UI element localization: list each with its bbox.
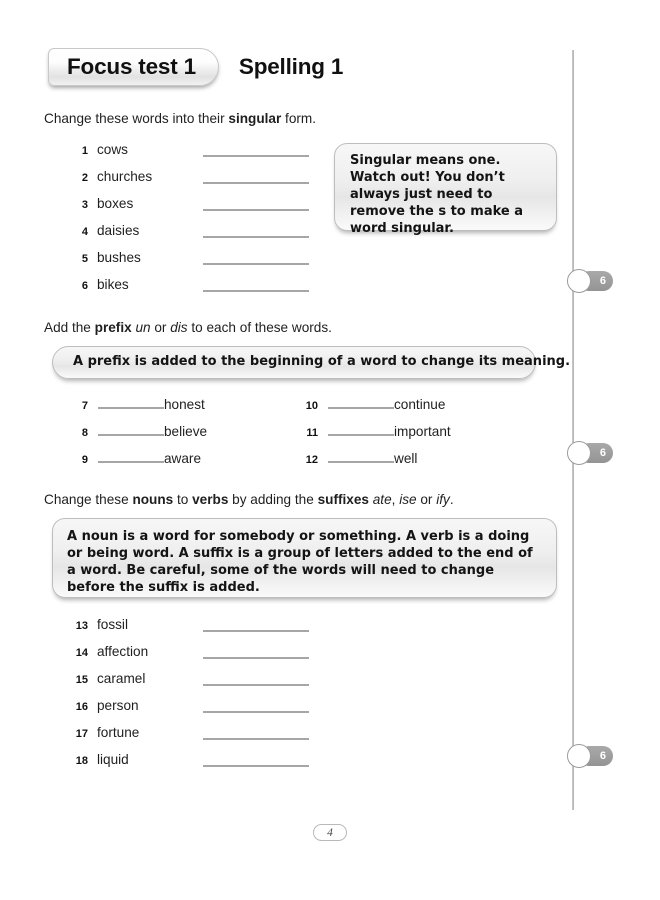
score-circle[interactable] <box>567 744 591 768</box>
question-number: 3 <box>81 199 88 211</box>
answer-blank[interactable] <box>328 434 394 436</box>
score-marker <box>567 269 613 293</box>
question-row <box>66 250 141 265</box>
answer-blank[interactable] <box>98 461 164 463</box>
answer-blank[interactable] <box>203 657 309 659</box>
question-word: daisies <box>97 223 140 238</box>
instruction-text: Add the <box>44 320 95 335</box>
answer-blank[interactable] <box>203 290 309 292</box>
instruction-singular <box>44 111 316 126</box>
instruction-emphasis: nouns <box>132 492 174 507</box>
score-circle[interactable] <box>567 441 591 465</box>
focus-test-label: Focus test 1 <box>67 54 196 79</box>
answer-blank[interactable] <box>203 155 309 157</box>
instruction-text: form. <box>281 111 317 126</box>
question-row <box>66 752 129 767</box>
answer-blank[interactable] <box>203 738 309 740</box>
instruction-text: by adding the <box>228 492 318 507</box>
question-row <box>66 617 128 632</box>
question-row <box>296 424 451 439</box>
question-word: aware <box>164 451 202 466</box>
question-number: 14 <box>75 647 88 659</box>
instruction-italic: ate <box>372 492 392 507</box>
answer-blank[interactable] <box>98 434 164 436</box>
question-word: honest <box>164 397 205 412</box>
instruction-text: to <box>173 492 193 507</box>
page-header <box>48 48 343 86</box>
question-row <box>66 671 145 686</box>
question-word: caramel <box>97 671 146 686</box>
instruction-emphasis: suffixes <box>317 492 369 507</box>
question-number: 17 <box>75 728 88 740</box>
instruction-text: . <box>449 492 454 507</box>
question-number: 1 <box>81 145 88 157</box>
instruction-emphasis: prefix <box>94 320 132 335</box>
question-word: believe <box>164 424 208 439</box>
instruction-text: or <box>150 320 171 335</box>
question-number: 9 <box>81 454 88 466</box>
question-word: bikes <box>97 277 129 292</box>
question-row <box>66 142 128 157</box>
question-row <box>66 725 139 740</box>
question-word: person <box>97 698 139 713</box>
question-number: 6 <box>81 280 88 292</box>
instruction-italic: ify <box>436 492 450 507</box>
question-word: liquid <box>97 752 129 767</box>
instruction-emphasis: singular <box>228 111 282 126</box>
instruction-text: Change these words into their <box>44 111 229 126</box>
question-word: bushes <box>97 250 141 265</box>
page-title: Spelling 1 <box>238 54 344 79</box>
instruction-prefix <box>44 320 332 335</box>
question-row <box>66 196 133 211</box>
info-bubble-singular: Singular means one. Watch out! You don’t always just need to remove the s to make a word singular. <box>334 143 557 231</box>
question-row <box>66 644 148 659</box>
answer-blank[interactable] <box>203 630 309 632</box>
question-row <box>66 277 129 292</box>
question-number: 7 <box>81 400 88 412</box>
instruction-suffix <box>44 492 454 507</box>
question-row <box>66 451 201 466</box>
question-word: continue <box>394 397 446 412</box>
answer-blank[interactable] <box>203 263 309 265</box>
focus-test-tab <box>48 48 219 86</box>
question-word: boxes <box>97 196 134 211</box>
question-number: 12 <box>305 454 318 466</box>
question-row <box>66 223 139 238</box>
score-marker <box>567 441 613 465</box>
question-row <box>66 169 152 184</box>
instruction-italic: dis <box>170 320 188 335</box>
question-row <box>66 397 205 412</box>
instruction-text: or <box>416 492 437 507</box>
answer-blank[interactable] <box>203 209 309 211</box>
question-number: 8 <box>81 427 88 439</box>
question-row <box>296 451 417 466</box>
answer-blank[interactable] <box>203 765 309 767</box>
instruction-italic: ise <box>399 492 417 507</box>
question-row <box>296 397 445 412</box>
score-circle[interactable] <box>567 269 591 293</box>
answer-blank[interactable] <box>328 461 394 463</box>
score-value: 6 <box>599 447 606 459</box>
question-number: 18 <box>75 755 88 767</box>
info-bubble-suffix: A noun is a word for somebody or something. A verb is a doing or being word. A suffix is a group of letters added to the end of a word. Be careful, some of the words will need to change before the suffix is added. <box>52 518 557 598</box>
page-number: 4 <box>313 824 347 841</box>
question-number: 2 <box>81 172 88 184</box>
question-number: 4 <box>81 226 88 238</box>
answer-blank[interactable] <box>98 407 164 409</box>
question-word: fossil <box>97 617 128 632</box>
score-value: 6 <box>599 750 606 762</box>
question-row <box>66 424 207 439</box>
score-value: 6 <box>599 275 606 287</box>
answer-blank[interactable] <box>203 182 309 184</box>
question-number: 10 <box>305 400 318 412</box>
margin-rule <box>572 50 574 810</box>
answer-blank[interactable] <box>203 236 309 238</box>
question-word: important <box>394 424 451 439</box>
question-number: 13 <box>75 620 88 632</box>
question-word: affection <box>97 644 149 659</box>
question-word: well <box>394 451 418 466</box>
instruction-emphasis: verbs <box>192 492 229 507</box>
instruction-text: Change these <box>44 492 133 507</box>
question-number: 15 <box>75 674 88 686</box>
question-number: 11 <box>306 427 318 439</box>
question-number: 5 <box>81 253 88 265</box>
instruction-italic: un <box>135 320 151 335</box>
question-word: fortune <box>97 725 140 740</box>
answer-blank[interactable] <box>203 684 309 686</box>
question-word: cows <box>97 142 128 157</box>
instruction-text: to each of these words. <box>187 320 332 335</box>
instruction-text: , <box>391 492 400 507</box>
info-bubble-prefix: A prefix is added to the beginning of a word to change its meaning. <box>52 346 536 379</box>
answer-blank[interactable] <box>328 407 394 409</box>
question-word: churches <box>97 169 153 184</box>
question-number: 16 <box>75 701 88 713</box>
answer-blank[interactable] <box>203 711 309 713</box>
score-marker <box>567 744 613 768</box>
question-row <box>66 698 139 713</box>
